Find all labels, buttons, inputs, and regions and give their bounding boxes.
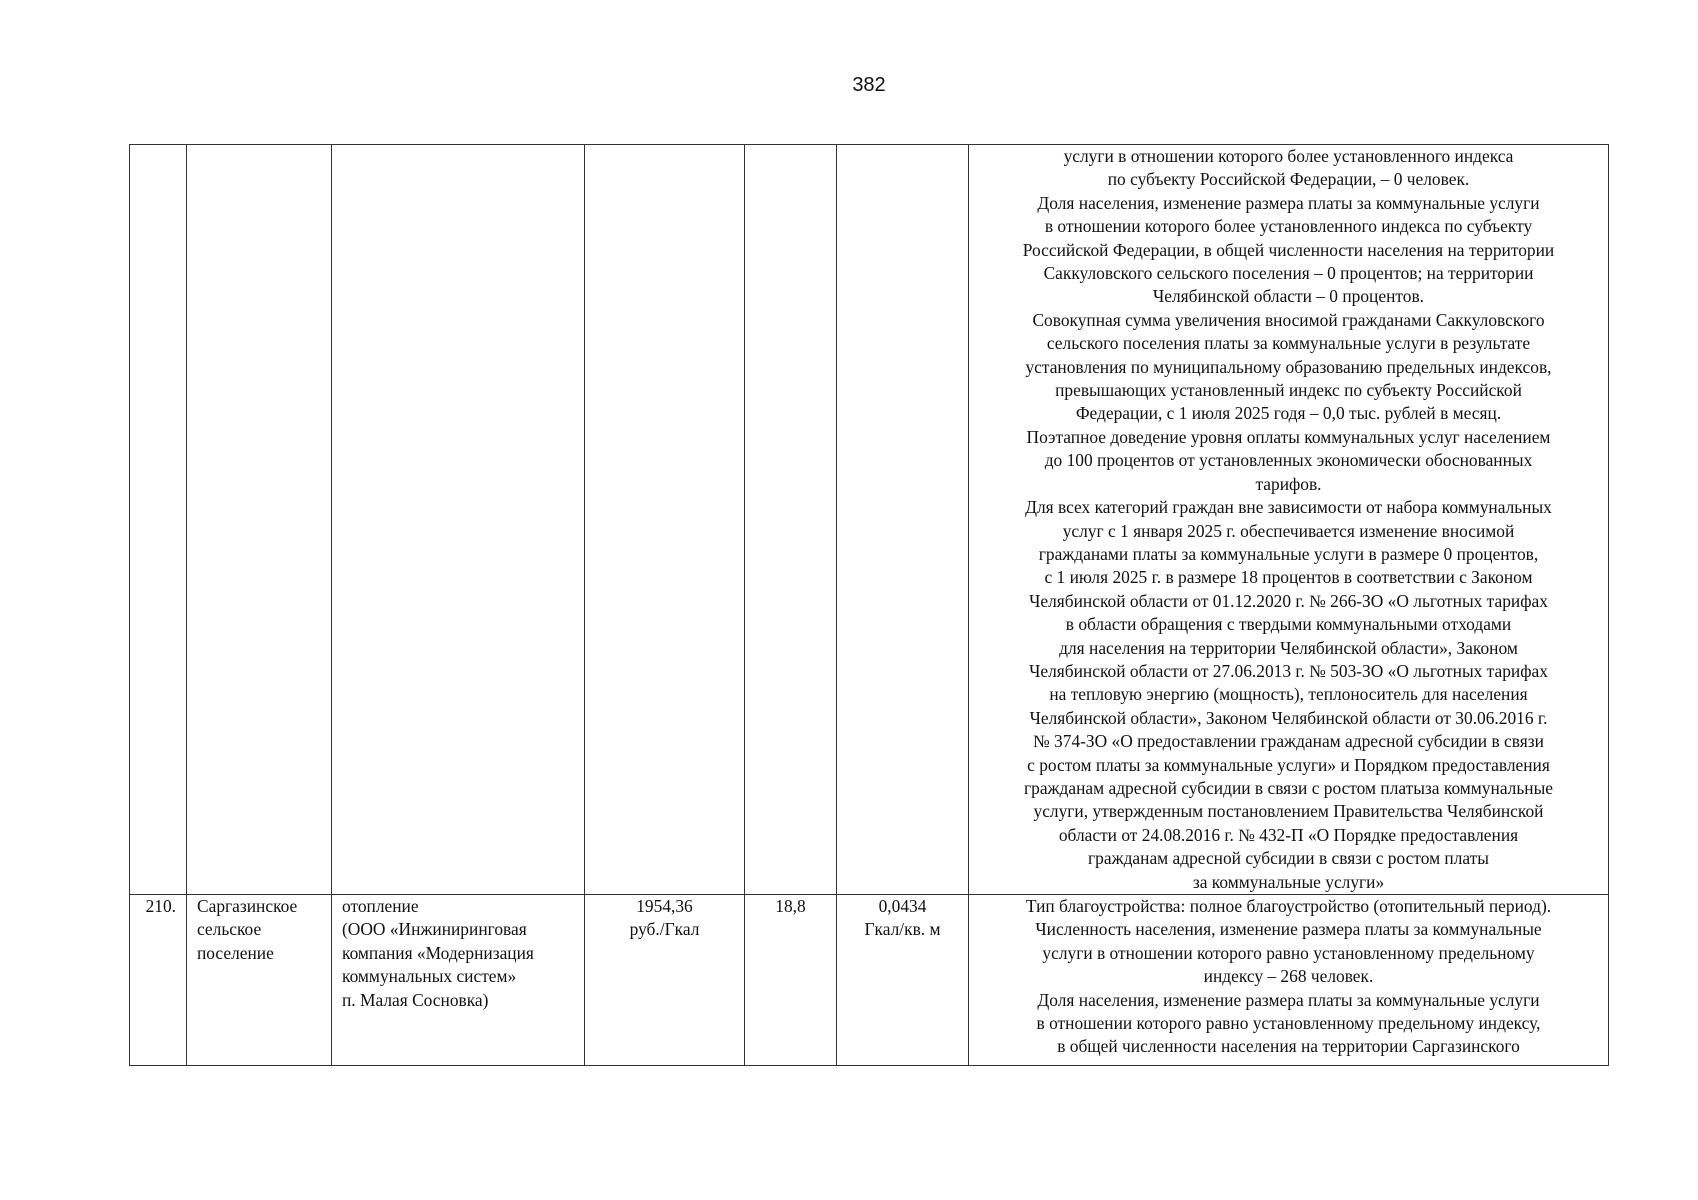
text-line: поселение [197, 942, 274, 963]
text-line: п. Малая Сосновка) [342, 989, 489, 1010]
text-line: до 100 процентов от установленных экономически обоснованных [1044, 450, 1533, 471]
tariff-table [129, 144, 1609, 1066]
text-line: с ростом платы за коммунальные услуги» и Порядком предоставления [1027, 754, 1550, 775]
table-row-continuation [130, 145, 1609, 895]
text-line: Челябинской области», Законом Челябинской области от 30.06.2016 г. [1029, 707, 1548, 728]
cell-percent: 18,8 [745, 895, 837, 1066]
cell-tariff [585, 895, 745, 1066]
text-line: руб./Гкал [629, 919, 700, 940]
text-line: установления по муниципальному образованию предельных индексов, [1025, 356, 1552, 377]
text-line: в области обращения с твердыми коммунальными отходами [1065, 614, 1512, 635]
text-line: для населения на территории Челябинской области», Законом [1059, 637, 1518, 658]
cell-service [332, 895, 585, 1066]
text-line: Совокупная сумма увеличения вносимой гражданами Саккуловского [1032, 309, 1545, 330]
cell-number [130, 145, 187, 895]
text-line: услуг с 1 января 2025 г. обеспечивается изменение вносимой [1062, 520, 1515, 541]
cell-percent [745, 145, 837, 895]
text-line: Челябинской области от 01.12.2020 г. № 266-ЗО «О льготных тарифах [1029, 590, 1548, 611]
text-line: в отношении которого равно установленному предельному индексу, [1036, 1013, 1541, 1034]
text-line: отопление [342, 896, 419, 916]
text-line: в общей численности населения на территории Саргазинского [1057, 1036, 1520, 1057]
cell-description [969, 895, 1609, 1066]
text-line: 1954,36 [636, 896, 693, 916]
text-line: на тепловую энергию (мощность), теплоноситель для населения [1049, 684, 1528, 705]
text-line: Саккуловского сельского поселения – 0 процентов; на территории [1043, 263, 1534, 284]
cell-settlement [187, 145, 332, 895]
row-number: 210. [130, 895, 187, 1066]
text-line: с 1 июля 2025 г. в размере 18 процентов в соответствии с Законом [1044, 567, 1533, 588]
text-line: 0,0434 [878, 896, 927, 916]
text-line: Поэтапное доведение уровня оплаты коммунальных услуг населением [1026, 426, 1551, 447]
text-line: Российской Федерации, в общей численности населения на территории [1022, 239, 1555, 260]
text-line: в отношении которого более установленного индекса по субъекту [1044, 216, 1533, 237]
text-line: Доля населения, изменение размера платы за коммунальные услуги [1037, 192, 1540, 213]
text-line: компания «Модернизация [342, 942, 534, 963]
text-line: № 374-ЗО «О предоставлении гражданам адресной субсидии в связи [1033, 731, 1544, 752]
text-line: Для всех категорий граждан вне зависимости от набора коммунальных [1025, 497, 1552, 518]
service-name [342, 895, 574, 1012]
text-line: гражданами платы за коммунальные услуги в размере 0 процентов, [1038, 543, 1539, 564]
text-line: за коммунальные услуги» [1192, 871, 1385, 892]
cell-norm [837, 145, 969, 895]
text-line: гражданам адресной субсидии в связи с ростом платы [1088, 848, 1489, 869]
description-text [979, 145, 1598, 894]
cell-settlement [187, 895, 332, 1066]
text-line: индексу – 268 человек. [1203, 966, 1374, 987]
text-line: Гкал/кв. м [864, 919, 941, 940]
text-line: области от 24.08.2016 г. № 432-П «О Порядке предоставления [1058, 824, 1519, 845]
text-line: Федерации, с 1 июля 2025 годя – 0,0 тыс. рублей в месяц. [1075, 403, 1502, 424]
text-line: Челябинской области – 0 процентов. [1152, 286, 1424, 307]
norm-value [847, 895, 958, 942]
text-line: сельского поселения платы за коммунальные услуги в результате [1046, 333, 1531, 354]
description-text [979, 895, 1598, 1059]
cell-norm [837, 895, 969, 1066]
text-line: Численность населения, изменение размера платы за коммунальные [1035, 919, 1542, 940]
text-line: Тип благоустройства: полное благоустройство (отопительный период). [1025, 896, 1552, 916]
text-line: Челябинской области от 27.06.2013 г. № 503-ЗО «О льготных тарифах [1029, 660, 1548, 681]
table-row-210 [130, 895, 1609, 1066]
text-line: услуги, утвержденным постановлением Правительства Челябинской [1033, 801, 1544, 822]
text-line: превышающих установленный индекс по субъекту Российской [1055, 380, 1522, 401]
cell-description [969, 145, 1609, 895]
cell-tariff [585, 145, 745, 895]
text-line: Саргазинское [197, 896, 298, 916]
tariff-value [595, 895, 734, 942]
cell-service [332, 145, 585, 895]
text-line: услуги в отношении которого более установленного индекса [1063, 146, 1514, 166]
text-line: по субъекту Российской Федерации, – 0 человек. [1107, 169, 1470, 190]
page-number: 382 [852, 74, 886, 96]
text-line: Доля населения, изменение размера платы за коммунальные услуги [1037, 989, 1540, 1010]
text-line: (ООО «Инжиниринговая [342, 919, 527, 940]
text-line: коммунальных систем» [342, 966, 517, 987]
text-line: гражданам адресной субсидии в связи с ростом платыза коммунальные [1023, 777, 1554, 798]
text-line: услуги в отношении которого равно установленному предельному [1042, 942, 1535, 963]
text-line: сельское [197, 919, 262, 940]
text-line: тарифов. [1255, 473, 1322, 494]
settlement-name [197, 895, 321, 965]
